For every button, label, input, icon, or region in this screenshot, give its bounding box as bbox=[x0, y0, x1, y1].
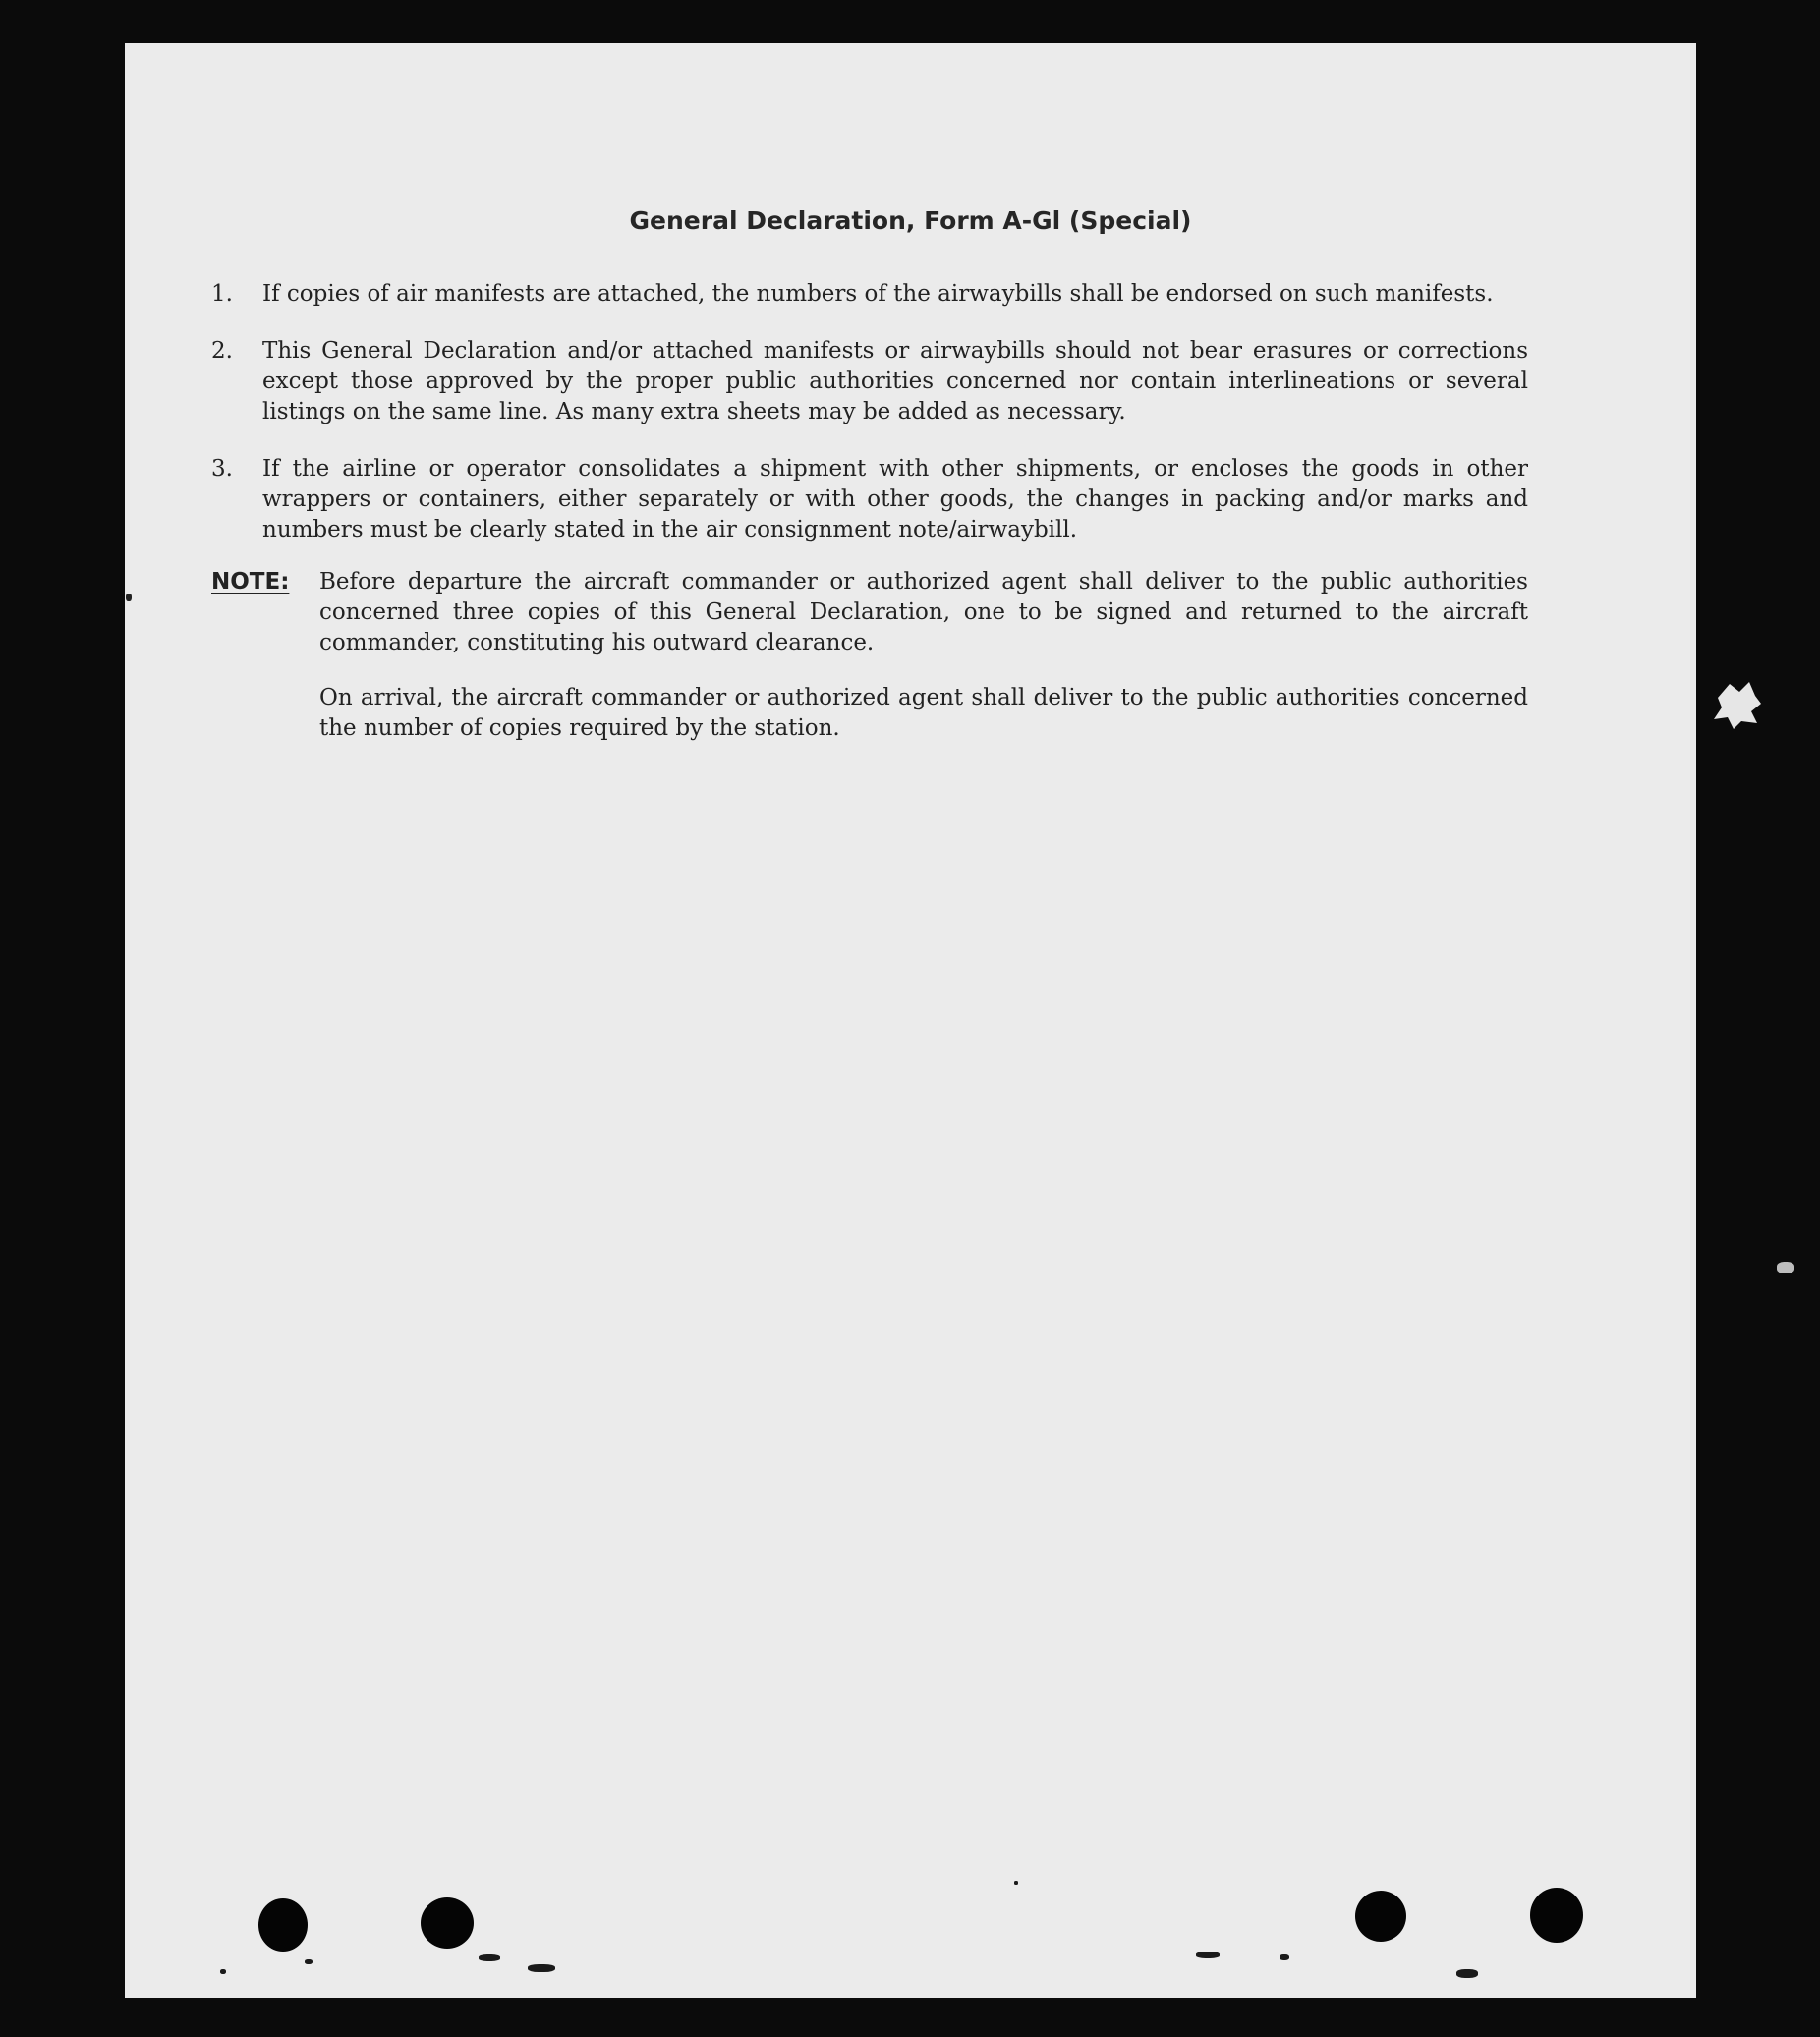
speck bbox=[1456, 1969, 1478, 1978]
item-text: If the airline or operator consolidates a shipment with other shipments, or encloses the goods in other wrappers or containers, either separately or with other goods, the changes in packing and/or marks and numbers must be clearly stated in the air consignment note/airwaybill. bbox=[262, 456, 1528, 542]
speck bbox=[126, 594, 132, 601]
note-paragraph-1: Before departure the aircraft commander or authorized agent shall deliver to the public authorities concerned three copies of this General Declaration, one to be signed and returned to the aircraft commander, constituting his outward clearance. bbox=[319, 569, 1528, 655]
speck bbox=[1196, 1952, 1220, 1958]
speck bbox=[528, 1964, 555, 1972]
speck bbox=[1777, 1262, 1794, 1273]
note-label: NOTE: bbox=[211, 569, 290, 594]
item-number: 1. bbox=[211, 281, 233, 307]
punch-hole bbox=[1530, 1888, 1583, 1943]
speck bbox=[1014, 1881, 1018, 1885]
speck bbox=[305, 1959, 313, 1964]
speck bbox=[1280, 1954, 1289, 1960]
document-page bbox=[125, 43, 1696, 1998]
speck bbox=[479, 1954, 500, 1961]
document-title: General Declaration, Form A-Gl (Special) bbox=[629, 206, 1192, 235]
punch-hole bbox=[258, 1898, 308, 1952]
item-text: This General Declaration and/or attached manifests or airwaybills should not bear erasures or corrections except those approved by the proper public authorities concerned nor contain interlineations or several listings on the same line. As many extra sheets may be added as necessary. bbox=[262, 338, 1528, 424]
item-number: 2. bbox=[211, 338, 233, 364]
item-text: If copies of air manifests are attached, the numbers of the airwaybills shall be endorsed on such manifests. bbox=[262, 281, 1494, 307]
tear-mark bbox=[1710, 678, 1763, 731]
note-paragraph-2: On arrival, the aircraft commander or authorized agent shall deliver to the public authorities concerned the number of copies required by the station. bbox=[319, 685, 1528, 741]
speck bbox=[220, 1969, 226, 1974]
punch-hole bbox=[1355, 1891, 1406, 1942]
item-number: 3. bbox=[211, 456, 233, 481]
punch-hole bbox=[421, 1897, 474, 1949]
